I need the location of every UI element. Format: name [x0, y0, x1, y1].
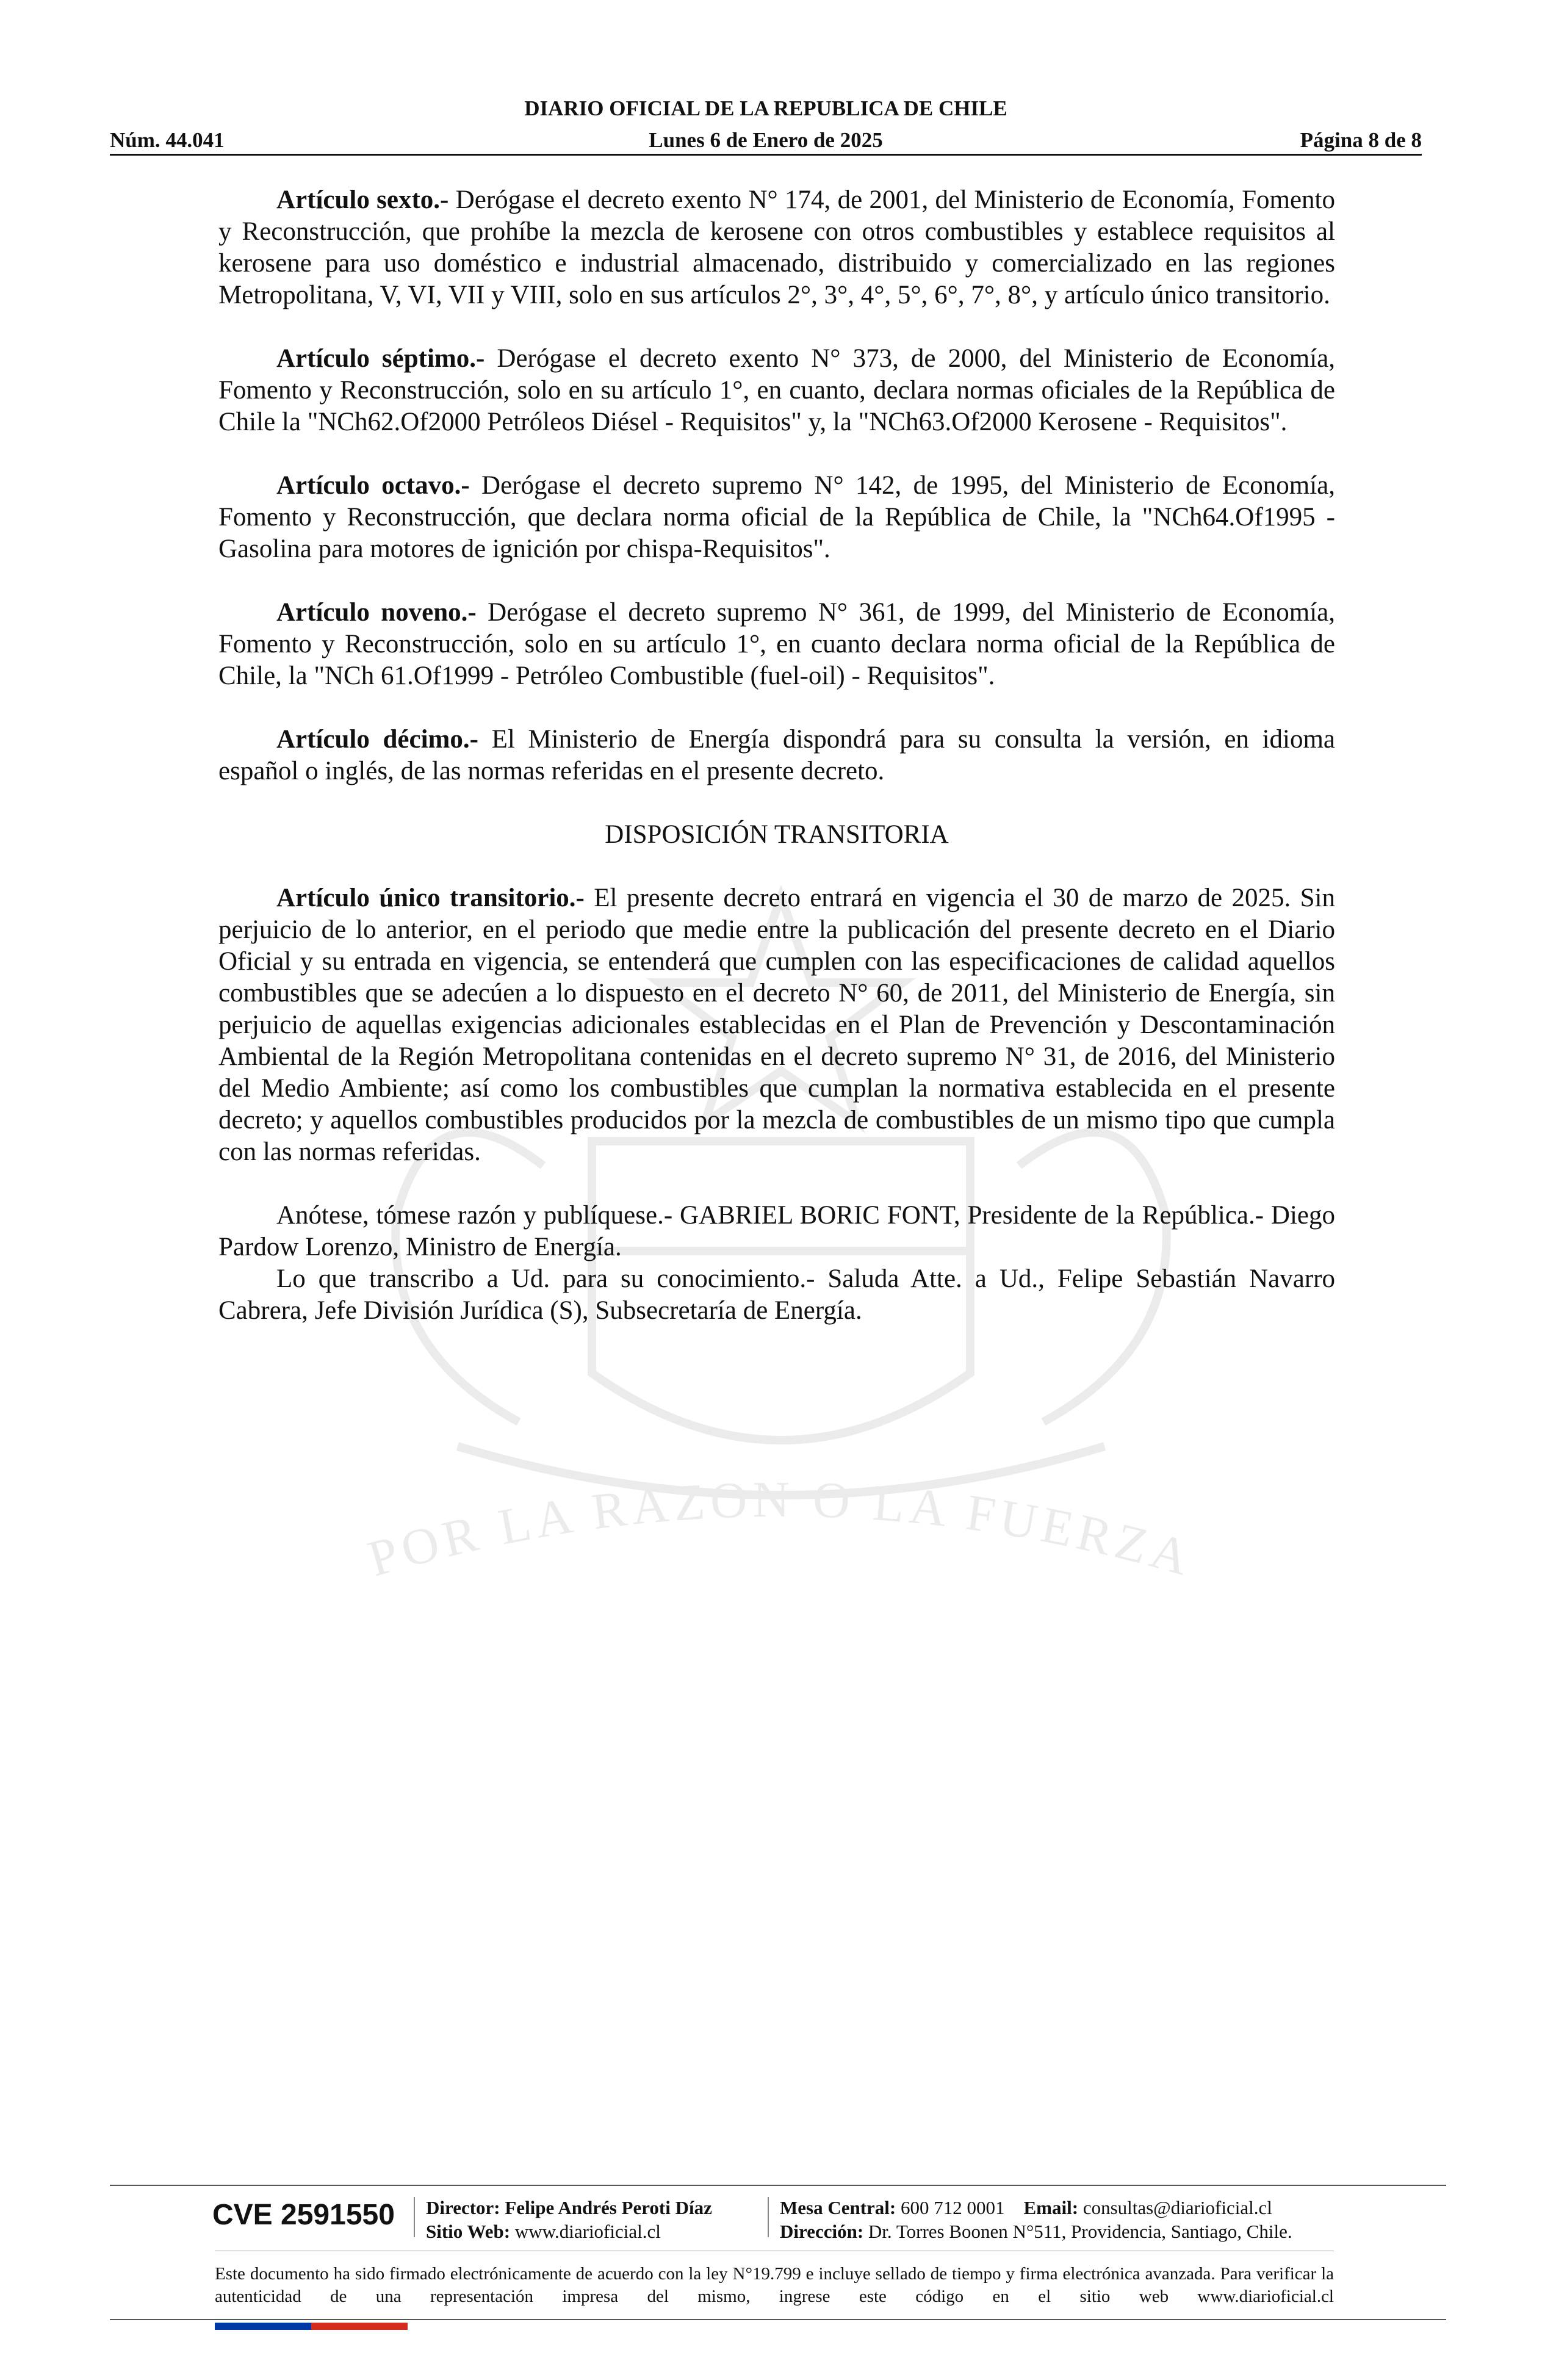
footer-top-divider: [110, 2185, 1446, 2186]
page-footer: [110, 2191, 1446, 2246]
flag-stripe: [215, 2323, 408, 2330]
closing-signature: Anótese, tómese razón y publíquese.- GABRIEL BORIC FONT, Presidente de la República.- Diego Pardow Lorenzo, Ministro de Energía.: [218, 1201, 1335, 1261]
footer-director-column: [426, 2196, 712, 2243]
article-7-text: Derógase el decreto exento N° 373, de 2000, del Ministerio de Economía, Fomento y Reconstrucción, solo en su artículo 1°, en cuanto, declara normas oficiales de la República de Chile la "NCh62.Of2000 Petróleos Diésel - Requisitos" y, la "NCh63.Of2000 Kerosene - Requisitos".: [218, 344, 1335, 436]
article-8-text: Derógase el decreto supremo N° 142, de 1995, del Ministerio de Economía, Fomento y Reconstrucción, que declara norma oficial de la República de Chile, la "NCh64.Of1995 - Gasolina para motores de ignición por chispa-Requisitos".: [218, 471, 1335, 563]
transitory-article-title: Artículo único transitorio.-: [276, 884, 585, 912]
svg-text:POR LA RAZON O LA FUERZA: [362, 1471, 1200, 1588]
transitory-article: [218, 882, 1335, 1168]
transitory-article-text: El presente decreto entrará en vigencia el 30 de marzo de 2025. Sin perjuicio de lo anterior, en el periodo que medie entre la publicación del presente decreto en el Diario Oficial y su entrada en vigencia, se entenderá que cumplen con las especificaciones de calidad aquellos combustibles que se adecúen a lo dispuesto en el decreto N° 60, de 2011, del Ministerio de Energía, sin perjuicio de aquellas exigencias adicionales establecidas en el Plan de Prevención y Descontaminación Ambiental de la Región Metropolitana contenidas en el decreto supremo N° 31, de 2016, del Ministerio del Medio Ambiente; así como los combustibles que cumplan la normativa establecida en el presente decreto; y aquellos combustibles producidos por la mezcla de combustibles de un mismo tipo que cumpla con las normas referidas.: [218, 884, 1335, 1166]
page-header: [110, 93, 1422, 156]
article-6-text: Derógase el decreto exento N° 174, de 2001, del Ministerio de Economía, Fomento y Reconstrucción, que prohíbe la mezcla de kerosene con otros combustibles y establece requisitos al kerosene para uso doméstico e industrial almacenado, distribuido y comercializado en las regiones Metropolitana, V, VI, VII y VIII, solo en sus artículos 2°, 3°, 4°, 5°, 6°, 7°, 8°, y artículo único transitorio.: [218, 186, 1336, 309]
footer-separator: [768, 2197, 769, 2237]
article-9-title: Artículo noveno.-: [276, 598, 477, 627]
page-number: Página 8 de 8: [1300, 128, 1422, 152]
footer-bottom-divider: [110, 2319, 1446, 2320]
article-10-title: Artículo décimo.-: [276, 725, 478, 754]
closing-transcription: Lo que transcribo a Ud. para su conocimiento.- Saluda Atte. a Ud., Felipe Sebastián Navarro Cabrera, Jefe División Jurídica (S), Subsecretaría de Energía.: [218, 1264, 1335, 1325]
article-8: [218, 470, 1335, 565]
article-7: [218, 343, 1335, 438]
article-9-text: Derógase el decreto supremo N° 361, de 1999, del Ministerio de Economía, Fomento y Reconstrucción, solo en su artículo 1°, en cuanto declara norma oficial de la República de Chile, la "NCh 61.Of1999 - Petróleo Combustible (fuel-oil) - Requisitos".: [218, 598, 1335, 690]
issue-number: Núm. 44.041: [110, 128, 225, 152]
document-body: [218, 184, 1335, 1327]
article-7-title: Artículo séptimo.-: [276, 344, 485, 373]
article-10: [218, 724, 1335, 787]
header-divider: [110, 154, 1422, 156]
issue-date: Lunes 6 de Enero de 2025: [649, 128, 883, 152]
phone-value: 600 712 0001: [896, 2197, 1005, 2218]
director-label: Director: Felipe Andrés Peroti Díaz: [426, 2197, 712, 2218]
electronic-signature-note: Este documento ha sido firmado electrónicamente de acuerdo con la ley N°19.799 e incluye sellado de tiempo y firma electrónica avanzada. Para verificar la autenticidad de una representación impresa del mismo, ingrese este código en el sitio web www.diarioficial.cl: [215, 2264, 1334, 2306]
web-link[interactable]: www.diarioficial.cl: [510, 2221, 661, 2242]
phone-label: Mesa Central:: [780, 2197, 896, 2218]
header-row: [110, 124, 1422, 156]
article-6: [218, 184, 1335, 311]
watermark-motto: POR LA RAZON O LA FUERZA: [362, 1471, 1200, 1588]
article-10-text: El Ministerio de Energía dispondrá para su consulta la versión, en idioma español o inglés, de las normas referidas en el presente decreto.: [218, 725, 1335, 785]
article-6-title: Artículo sexto.-: [276, 186, 449, 214]
address-value: Dr. Torres Boonen N°511, Providencia, Santiago, Chile.: [863, 2221, 1292, 2242]
footer-separator: [414, 2197, 415, 2237]
cve-code: CVE 2591550: [212, 2199, 395, 2231]
article-9: [218, 597, 1335, 692]
flag-blue-segment: [215, 2323, 311, 2330]
email-label: Email:: [1023, 2197, 1079, 2218]
email-link[interactable]: consultas@diarioficial.cl: [1078, 2197, 1272, 2218]
section-title: DISPOSICIÓN TRANSITORIA: [605, 820, 949, 849]
publication-title: DIARIO OFICIAL DE LA REPUBLICA DE CHILE: [524, 96, 1007, 120]
flag-red-segment: [311, 2323, 408, 2330]
footer-contact-column: [780, 2196, 1292, 2243]
web-label: Sitio Web:: [426, 2221, 511, 2242]
address-label: Dirección:: [780, 2221, 864, 2242]
article-8-title: Artículo octavo.-: [276, 471, 470, 500]
